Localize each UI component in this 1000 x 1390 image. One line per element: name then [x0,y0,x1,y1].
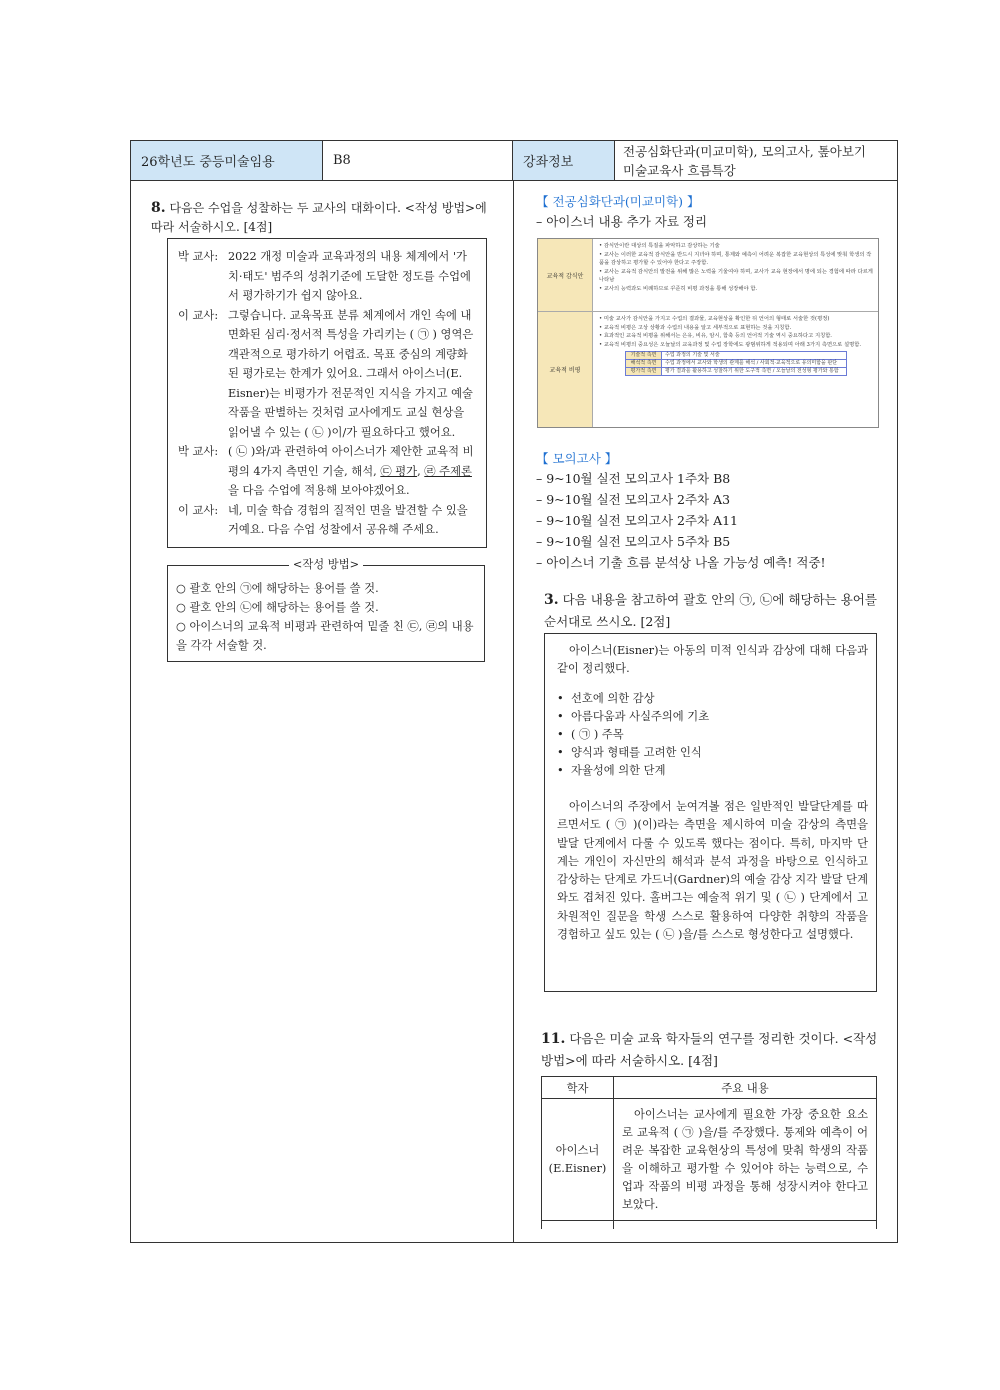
row-item: • 교사는 교육적 감식안의 발전을 위해 많은 노력을 기울여야 하며, 교사가 교육 현장에서 명에 되는 경험에 따라 다르게 나타남 [599,268,874,285]
exam-title: 26학년도 중등미술임용 [131,141,323,180]
mock-exam-line: – 9~10월 실전 모의고사 2주차 A11 [536,513,739,528]
q3-intro: 아이스너(Eisner)는 아동의 미적 인식과 감상에 대해 다음과 같이 정리했다. [557,644,868,675]
section-heading-lecture: 【 전공심화단과(미교미학) 】 [536,194,700,209]
aspect-key: 기술적 측면 [626,352,662,359]
list-item: • 자율성에 의한 단계 [557,762,868,780]
method-item: ○ 괄호 안의 ㉡에 해당하는 용어를 쓸 것. [176,601,379,614]
speech-part: ( ㉡ )와/과 관련하여 아이스너가 제안한 교육적 비평의 4가지 측면인 기술, 해석, [228,445,474,478]
q3-passage-box [544,633,877,992]
speech: 2022 개정 미술과 교육과정의 내용 체계에서 '가치·태도' 범주의 성취기준에 도달한 정도를 수업에서 평가하기가 쉽지 않아요. [228,250,471,302]
column-header: 학자 [542,1077,614,1099]
q3-number: 3. [544,592,559,608]
q3-instruction: 다음 내용을 참고하여 괄호 안의 ㉠, ㉡에 해당하는 용어를 순서대로 쓰시오. [2점] [544,592,877,629]
list-item: • 선호에 의한 감상 [557,690,868,708]
aspect-row [626,368,846,375]
course-info-line2: 미술교육사 흐름특강 [623,162,736,178]
dialogue-line [178,442,476,501]
q8-prompt [151,199,501,237]
aspect-key: 평가적 측면 [626,368,662,375]
speaker: 이 교사: [178,308,219,322]
mock-exam-line: – 9~10월 실전 모의고사 1주차 B8 [536,471,731,486]
speech-part: 을 다음 수업에 적용해 보아야겠어요. [228,484,410,497]
row-item: • 감식안이란 대상의 특질을 파악하고 감상하는 기술 [599,242,874,251]
aspect-value: 수업 과정에서 교사와 학생의 관계를 해석 / 사회적·교육적으로 유의미함을 판단 [665,360,838,367]
list-item: • 양식과 형태를 고려한 인식 [557,744,868,762]
mock-exam-line: – 아이스너 기출 흐름 분석상 나올 가능성 예측! 적중! [536,555,826,570]
aspect-key: 해석적 측면 [626,360,662,367]
row-item: • 교사의 능력과도 비례하므로 꾸준히 비평 과정을 통해 성장해야 함. [599,285,874,294]
course-info [615,141,897,180]
q11-number: 11. [541,1031,566,1047]
method-title: <작성 방법> [289,558,363,571]
q11-instruction: 다음은 미술 교육 학자들의 연구를 정리한 것이다. <작성 방법>에 따라 서술하시오. [4점] [541,1031,878,1068]
speaker: 박 교사: [178,445,219,458]
empty-cell [614,1221,877,1229]
method-item: ○ 아이스너의 교육적 비평과 관련하여 밑줄 친 ㉢, ㉣의 내용을 각각 서술할 것. [176,620,474,652]
list-item: • 아름다움과 사실주의에 기초 [557,708,868,726]
mock-exam-line: – 9~10월 실전 모의고사 2주차 A3 [536,492,731,507]
table-row [542,1221,877,1229]
q11-table [541,1076,877,1229]
q8-instruction: 다음은 수업을 성찰하는 두 교사의 대화이다. <작성 방법>에 따라 서술하시오. [4점] [151,201,487,234]
row-item: • 교육적 비평은 고상 상황과 수업의 내용을 알고 세부적으로 표현하는 것을 지칭함. [599,324,874,333]
row-label: 교육적 감식안 [538,239,593,311]
row-item: • 교육적 비평의 중요성은 오늘날의 교육과정 및 수업 장학에도 광범위하게 적용되며 아래 3가지 측면으로 설명함. [599,341,874,350]
method-item: ○ 괄호 안의 ㉠에 해당하는 용어를 쓸 것. [176,582,379,595]
eisner-summary-table [537,238,879,428]
row-item: • 교사는 이러한 교육적 감식안을 반드시 지녀야 하며, 통제와 예측이 어려운 복잡한 교육현상의 특성에 맞춰 학생의 작품을 감상하고 평가할 수 있어야 한다고 주장함. [599,251,874,268]
scholar-content [614,1099,877,1221]
row-label: 교육적 비평 [538,312,593,427]
course-info-line1: 전공심화단과(미교미학), 모의고사, 톺아보기 [623,143,866,159]
mock-exam-line: – 9~10월 실전 모의고사 5주차 B5 [536,534,731,549]
scholar-name-ko: 아이스너 [555,1143,600,1157]
critique-aspects-table [625,351,847,376]
q3-paragraph: 아이스너의 주장에서 눈여겨볼 점은 일반적인 발달단계를 따르면서도 ( ㉠ )(이)라는 측면을 제시하여 미술 감상의 측면을 발달 단계에서 다룰 수 있도록 했다는 점이다. 특히, 마지막 단계는 개인이 자신만의 해석과 분석 과정을 바탕으로 인식하고 감상하는 단계로 가드너(Gardner)의 예술 감상 지각 발달 단계와도 겹쳐진 있다. 홀버그는 예술적 위기 및 ( ㉡ ) 단계에서 고차원적인 질문을 학생 스스로 활용하여 다양한 취향의 작품을 경험하고 싶도 있는 ( ㉡ )을/를 스스로 형성한다고 설명했다. [557,800,868,942]
dialogue-box [167,238,487,548]
table-row [542,1099,877,1221]
question-code: B8 [323,141,513,180]
q8-number: 8. [151,200,166,216]
q3-stage-list [557,690,868,780]
speech: 그렇습니다. 교육목표 분류 체계에서 개인 속에 내면화된 심리·정서적 특성을 가리키는 ( ㉠ ) 영역은 객관적으로 평가하기 어렵죠. 목표 중심의 계량화된 평가로는 한계가 있어요. 그래서 아이스너(E. Eisner)는 비평가가 전문적인 지식을 가지고 예술 작품을 판별하는 것처럼 교사에게도 교실 현상을 읽어낼 수 있는 ( ㉡ )이/가 필요하다고 했어요. [228,308,474,439]
column-header: 주요 내용 [614,1077,877,1099]
q3-prompt [544,589,890,632]
underlined-thematics: ㉣ 주제론 [424,464,472,478]
aspect-value: 평가 결과를 활용하고 성찰하기 위한 도구적 측면 / 오늘날의 전성형 평가와 통함 [665,368,839,375]
content-text: 아이스너는 교사에게 필요한 가장 중요한 요소로 교육적 ( ㉠ )을/를 주장했다. 통제와 예측이 어려운 복잡한 교육현상의 특성에 맞춰 학생의 작품을 이해하고 평가할 수 있어야 하는 능력으로, 수업과 작품의 비평 과정을 통해 성장시켜야 한다고 보았다. [622,1107,868,1211]
q11-prompt [541,1028,891,1071]
table-row [538,312,878,427]
table-row [538,239,878,312]
column-divider [513,181,514,1243]
underlined-evaluation: ㉢ 평가 [380,464,418,478]
dialogue-line [178,501,476,540]
course-info-label: 강좌정보 [513,141,615,180]
section-heading-mock-exam: 【 모의고사 】 [536,451,618,466]
header-row [131,141,897,181]
aspect-value: 수업 과정의 기술 및 서술 [665,352,720,359]
writing-method-box [167,558,485,662]
speech-part: , [417,464,425,478]
row-item: • 미술 교사가 감식안을 가지고 수업의 결과물, 교육현상을 확인한 뒤 언어의 형태로 서술한 것(평정) [599,315,874,324]
table-header-row [542,1077,877,1099]
speech: 네, 미술 학습 경험의 질적인 면을 발견할 수 있을 거예요. 다음 수업 성찰에서 공유해 주세요. [228,503,468,536]
scholar-name-en: (E.Eisner) [548,1161,607,1175]
speaker: 박 교사: [178,250,219,263]
dialogue-line [178,247,476,306]
list-item: • ( ㉠ ) 주목 [557,726,868,744]
scholar-name [542,1099,614,1221]
dialogue-line [178,306,476,443]
speaker: 이 교사: [178,503,219,517]
section-line: – 아이스너 내용 추가 자료 정리 [536,214,708,229]
row-content [593,239,878,311]
empty-cell [542,1221,614,1229]
exam-sheet [130,140,898,1243]
row-item: • 효과적인 교육적 비평을 위해서는 은유, 비유, 암시, 함축 등의 언어적 기술 역시 중요하다고 지칭함. [599,332,874,341]
row-content [593,312,878,427]
speech [228,442,476,501]
